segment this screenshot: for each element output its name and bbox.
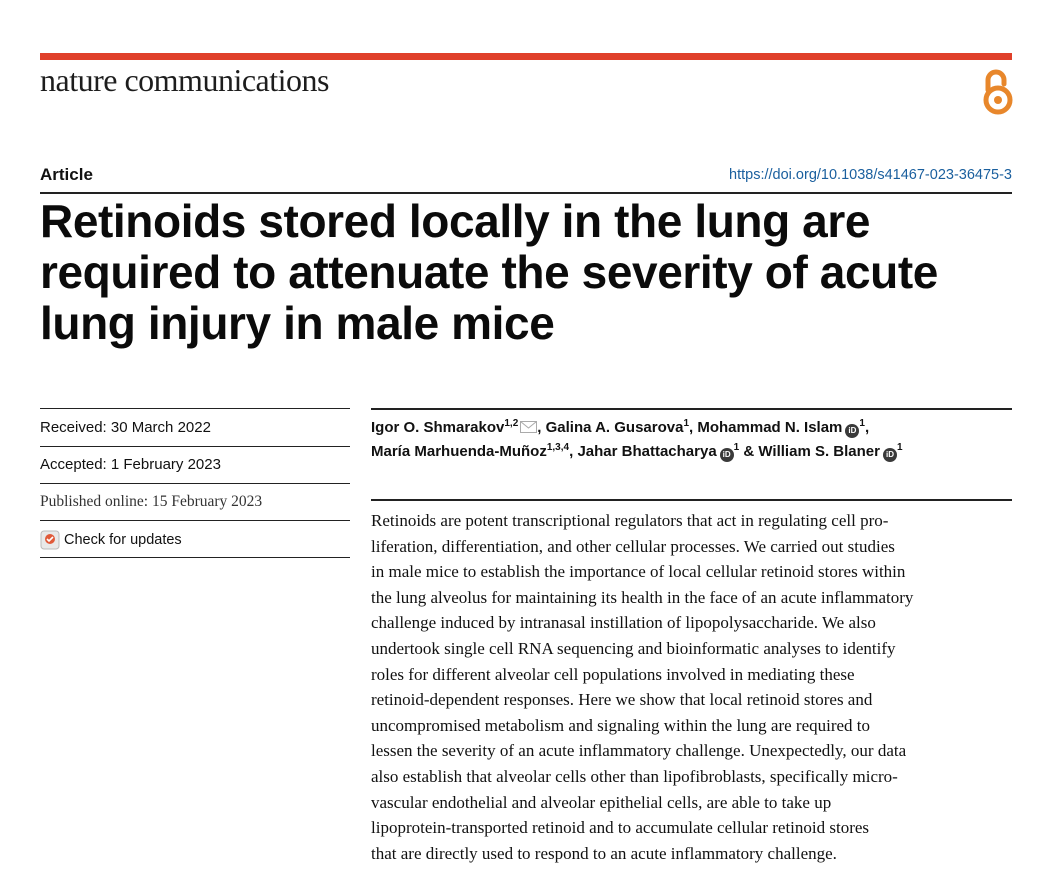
affiliation-marker: 1: [859, 418, 865, 429]
abstract-line: liferation, differentiation, and other cellular processes. We carried out studies: [371, 536, 895, 556]
abstract-line: roles for different alveolar cell populations involved in mediating these: [371, 664, 855, 684]
author-separator: ,: [569, 443, 578, 460]
abstract-line: retinoid-dependent responses. Here we show that local retinoid stores and: [371, 690, 873, 710]
title-line: lung injury in male mice: [40, 297, 555, 349]
author-separator: ,: [537, 419, 546, 436]
affiliation-marker: 1,3,4: [546, 442, 570, 453]
abstract-line: that are directly used to respond to an acute inflammatory challenge.: [371, 843, 837, 863]
journal-color-bar: [40, 53, 1012, 60]
abstract-line: the lung alveolus for maintaining its health in the face of an acute inflammatory: [371, 587, 914, 607]
abstract-line: uncompromised metabolism and signaling within the lung are required to: [371, 715, 871, 735]
check-for-updates-button[interactable]: [40, 530, 182, 550]
author-name[interactable]: William S. Blaner: [758, 443, 880, 460]
author-name[interactable]: Jahar Bhattacharya: [577, 443, 717, 460]
author-separator: &: [739, 443, 759, 460]
doi-link[interactable]: https://doi.org/10.1038/s41467-023-36475-3: [729, 167, 1012, 183]
author-name[interactable]: Galina A. Gusarova: [545, 419, 684, 436]
abstract-line: vascular endothelial and alveolar epithelial cells, are able to take up: [371, 792, 832, 812]
history-rule: [40, 408, 350, 409]
abstract-line: lessen the severity of an acute inflammatory challenge. Unexpectedly, our data: [371, 741, 907, 761]
abstract-rule: [371, 499, 1012, 501]
open-access-icon: [978, 68, 1018, 116]
check-updates-label: Check for updates: [64, 532, 182, 548]
email-icon[interactable]: [520, 421, 537, 433]
authors-rule: [371, 408, 1012, 410]
title-line: Retinoids stored locally in the lung are: [40, 195, 871, 247]
abstract-line: in male mice to establish the importance of local cellular retinoid stores within: [371, 562, 906, 582]
affiliation-marker: 1: [896, 442, 903, 453]
author-separator: ,: [689, 419, 698, 436]
published-date: Published online: 15 February 2023: [40, 493, 263, 510]
history-rule: [40, 446, 350, 447]
orcid-icon[interactable]: iD: [883, 448, 897, 462]
received-date: Received: 30 March 2022: [40, 419, 211, 436]
author-name[interactable]: María Marhuenda-Muñoz: [371, 443, 547, 460]
abstract-line: challenge induced by intranasal instillation of lipopolysaccharide. We also: [371, 613, 876, 633]
abstract-line: undertook single cell RNA sequencing and bioinformatic analyses to identify: [371, 638, 896, 658]
affiliation-marker: 1: [683, 418, 690, 429]
header-rule: [40, 192, 1012, 194]
history-rule: [40, 520, 350, 521]
abstract-line: Retinoids are potent transcriptional regulators that act in regulating cell pro-: [371, 511, 889, 530]
orcid-icon[interactable]: iD: [720, 448, 734, 462]
accepted-date: Accepted: 1 February 2023: [40, 456, 221, 473]
title-line: required to attenuate the severity of acute: [40, 246, 938, 298]
affiliation-marker: 1,2: [504, 418, 519, 429]
article-title: [40, 196, 1020, 349]
journal-name[interactable]: nature communications: [40, 62, 329, 98]
article-type: Article: [40, 165, 93, 184]
author-name[interactable]: Mohammad N. Islam: [697, 419, 843, 436]
abstract-line: lipoprotein-transported retinoid and to accumulate cellular retinoid stores: [371, 818, 870, 838]
history-rule: [40, 557, 350, 558]
history-rule: [40, 483, 350, 484]
check-updates-icon: [40, 530, 60, 550]
orcid-icon[interactable]: iD: [845, 424, 859, 438]
author-separator: ,: [864, 419, 870, 436]
author-list: [371, 416, 1012, 464]
affiliation-marker: 1: [733, 442, 740, 453]
abstract: [371, 508, 1015, 866]
abstract-line: also establish that alveolar cells other than lipofibroblasts, specifically micro-: [371, 766, 898, 786]
author-name[interactable]: Igor O. Shmarakov: [371, 419, 505, 436]
